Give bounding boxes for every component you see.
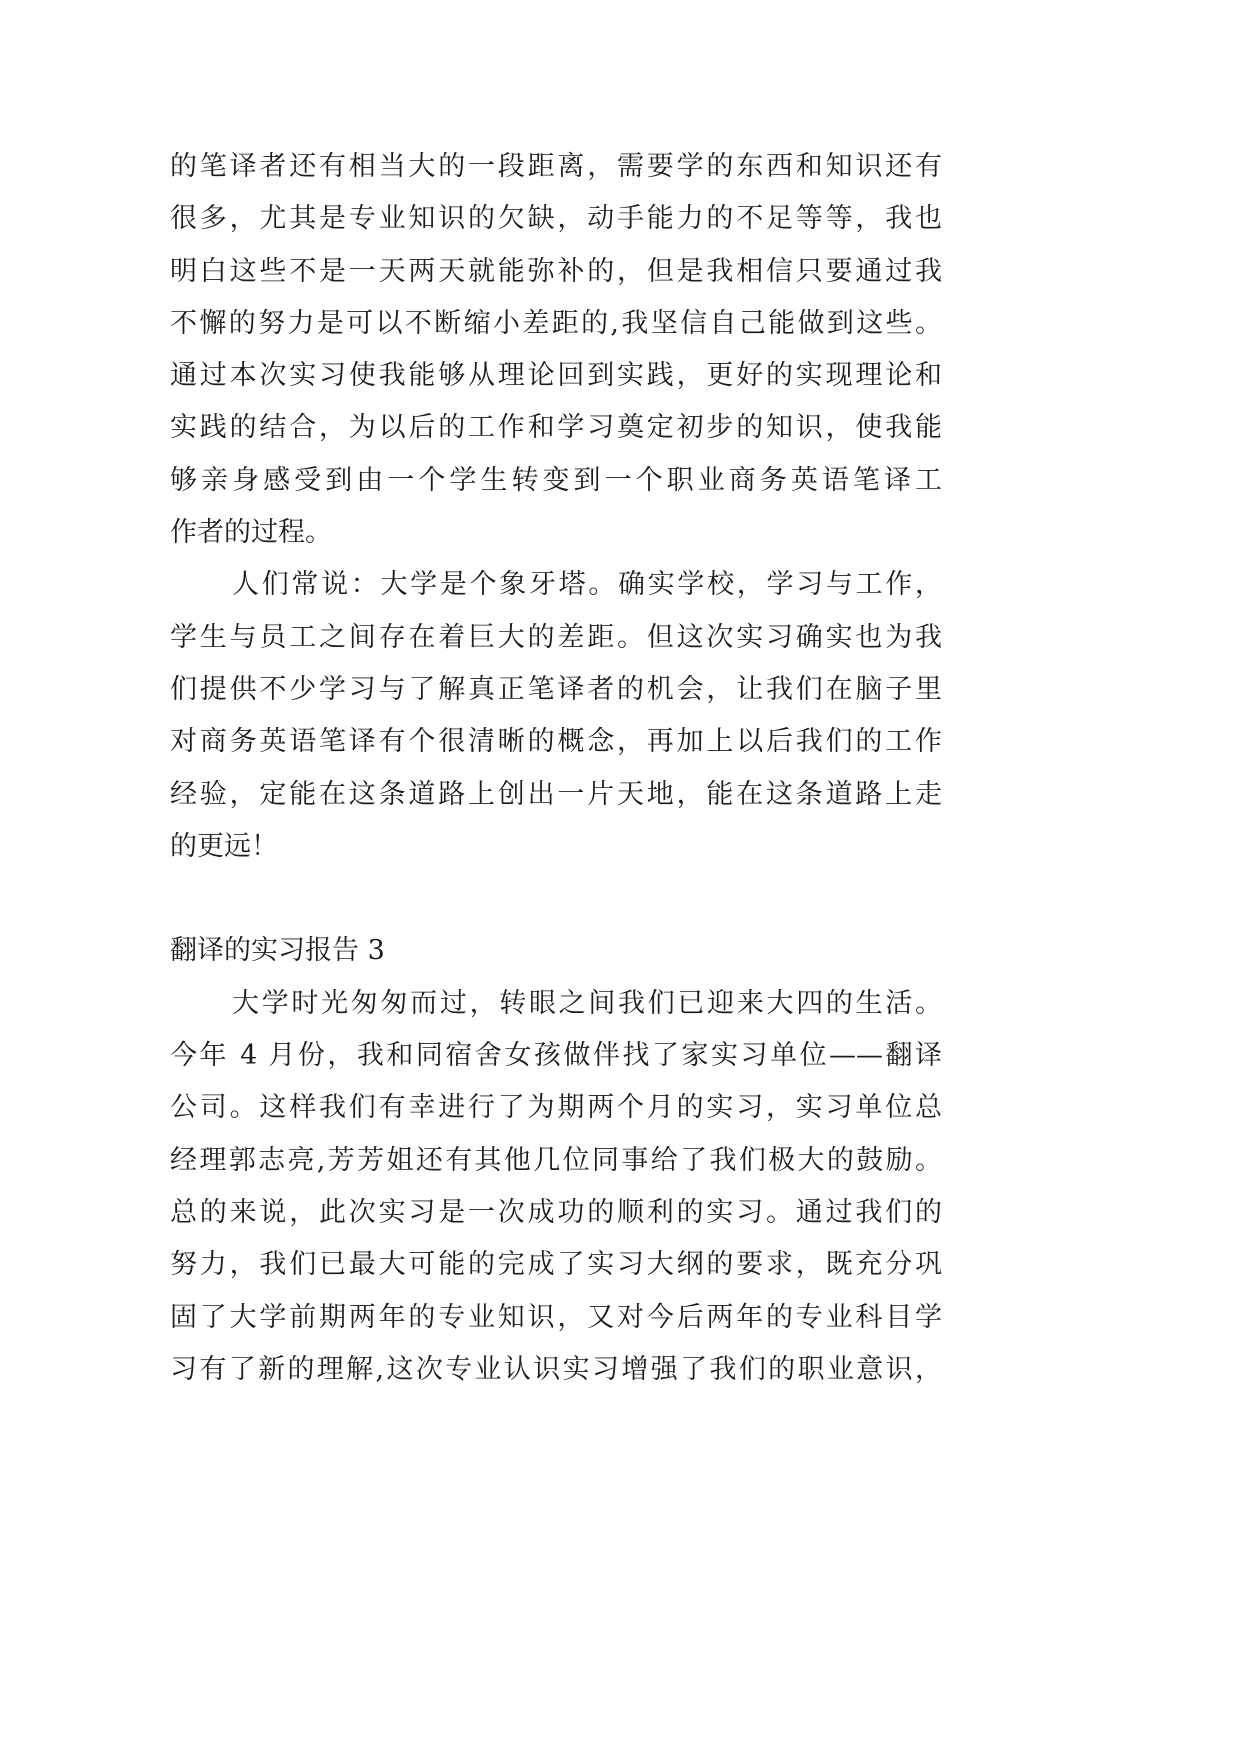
text-line: 的笔译者还有相当大的一段距离，需要学的东西和知识还有 <box>170 151 942 182</box>
blank-line <box>170 873 942 925</box>
section-heading: 翻译的实习报告 3 <box>170 935 385 967</box>
paragraph <box>170 559 942 873</box>
text-line: 大学时光匆匆而过，转眼之间我们已迎来大四的生活。 <box>232 987 942 1019</box>
text-line: 不懈的努力是可以不断缩小差距的,我坚信自己能做到这些。 <box>170 307 942 339</box>
text-line: 固了大学前期两年的专业知识，又对今后两年的专业科目学 <box>170 1301 942 1333</box>
text-line: 今年 4 月份，我和同宿舍女孩做伴找了家实习单位——翻译 <box>170 1040 942 1072</box>
text-line: 人们常说：大学是个象牙塔。确实学校，学习与工作， <box>232 569 942 601</box>
text-line: 实践的结合，为以后的工作和学习奠定初步的知识，使我能 <box>170 412 942 444</box>
paragraph <box>170 141 942 559</box>
text-line: 习有了新的理解,这次专业认识实习增强了我们的职业意识， <box>170 1353 942 1385</box>
text-line: 公司。这样我们有幸进行了为期两个月的实习，实习单位总 <box>170 1092 942 1124</box>
text-line: 经验，定能在这条道路上创出一片天地，能在这条道路上走 <box>170 778 942 810</box>
text-line: 们提供不少学习与了解真正笔译者的机会，让我们在脑子里 <box>170 673 942 705</box>
text-line: 明白这些不是一天两天就能弥补的，但是我相信只要通过我 <box>170 255 942 287</box>
text-line: 总的来说，此次实习是一次成功的顺利的实习。通过我们的 <box>170 1196 942 1228</box>
text-line: 的更远！ <box>170 830 278 862</box>
paragraph <box>170 978 942 1396</box>
text-line: 很多，尤其是专业知识的欠缺，动手能力的不足等等，我也 <box>170 203 942 235</box>
document-body <box>170 141 942 1396</box>
text-line: 对商务英语笔译有个很清晰的概念，再加上以后我们的工作 <box>170 726 942 758</box>
text-line: 努力，我们已最大可能的完成了实习大纲的要求，既充分巩 <box>170 1249 942 1281</box>
text-line: 作者的过程。 <box>170 517 332 549</box>
text-line: 够亲身感受到由一个学生转变到一个职业商务英语笔译工 <box>170 464 942 496</box>
text-line: 经理郭志亮,芳芳姐还有其他几位同事给了我们极大的鼓励。 <box>170 1144 942 1176</box>
text-line: 通过本次实习使我能够从理论回到实践，更好的实现理论和 <box>170 360 942 392</box>
text-line: 学生与员工之间存在着巨大的差距。但这次实习确实也为我 <box>170 621 942 653</box>
